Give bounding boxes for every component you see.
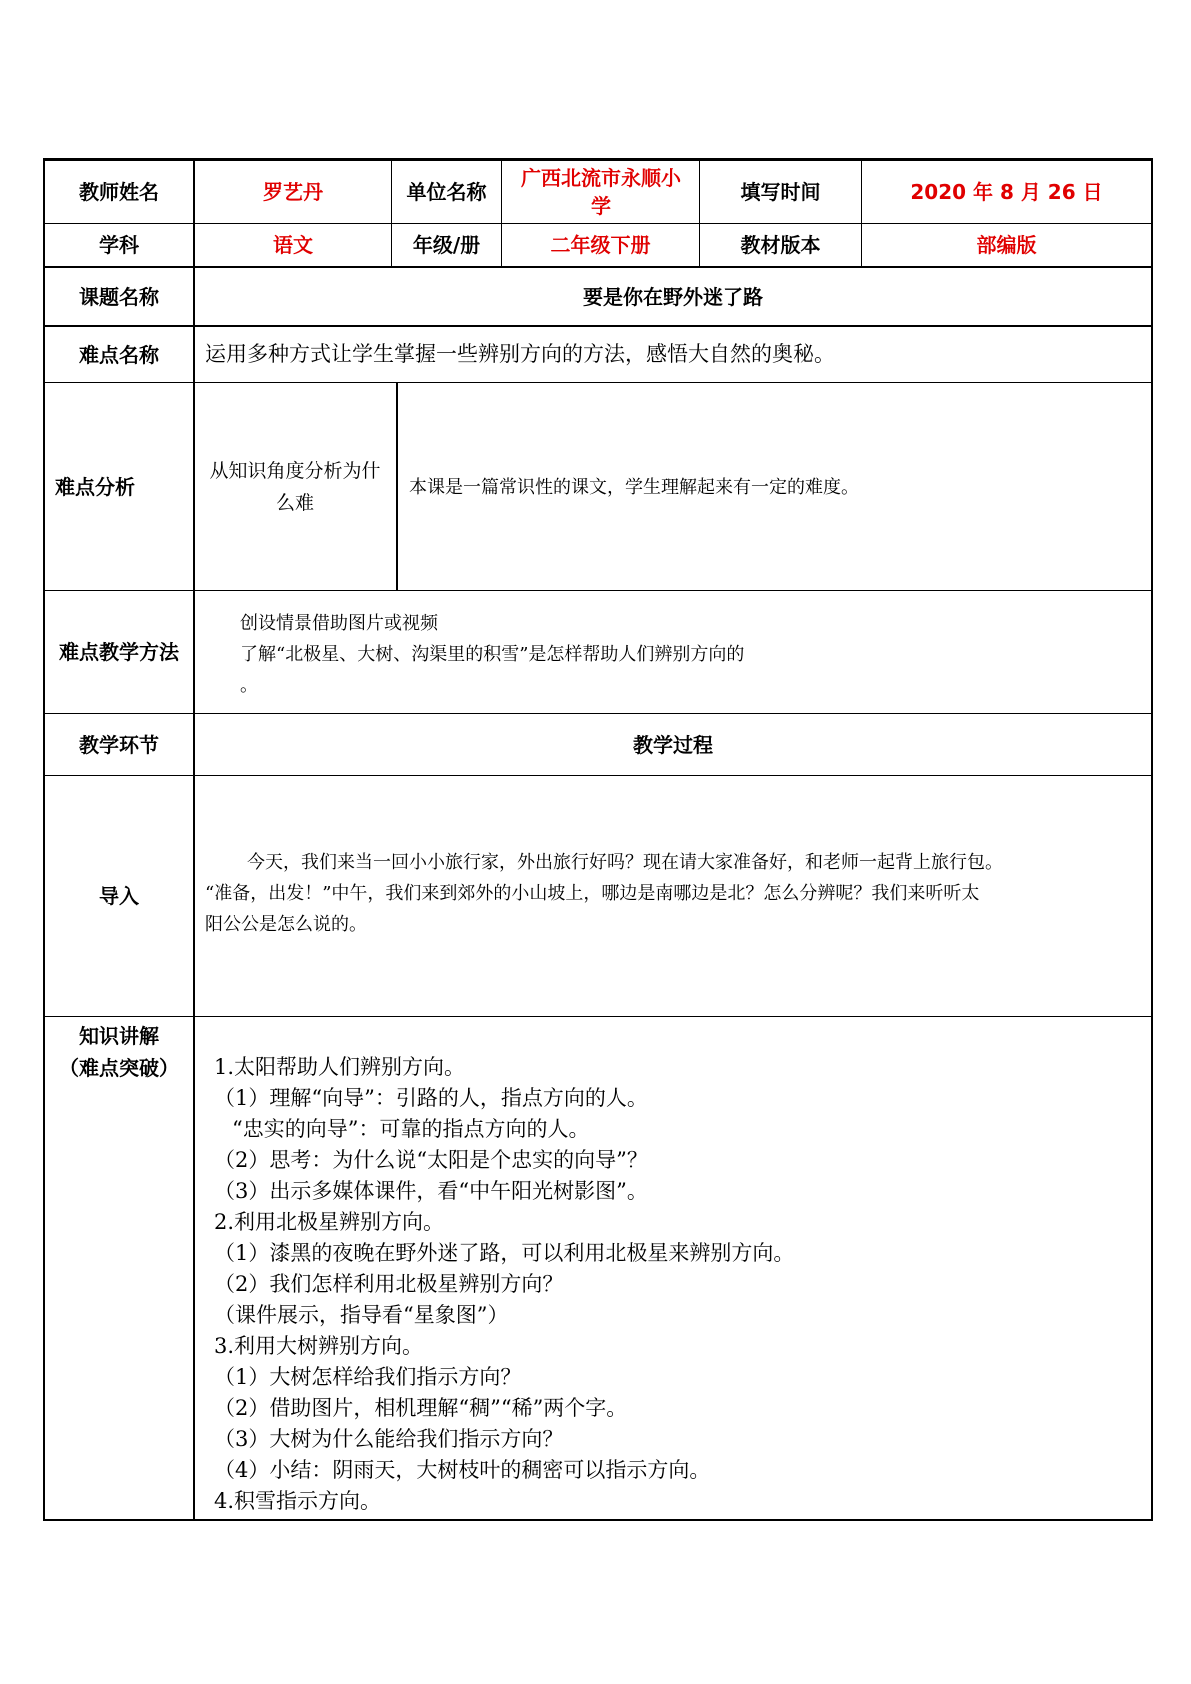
knowledge-label <box>45 1020 193 1084</box>
intro-line: 今天，我们来当一回小小旅行家，外出旅行好吗？现在请大家准备好，和老师一起背上旅行包。 <box>247 852 1003 873</box>
teacher-name-label: 教师姓名 <box>79 180 159 204</box>
knowledge-label-line: （难点突破） <box>59 1056 179 1080</box>
analysis-sub-label: 从知识角度分析为什么难 <box>209 460 381 514</box>
method-content <box>240 608 744 701</box>
row-divider <box>43 1016 1152 1017</box>
intro-line: “准备，出发！”中午，我们来到郊外的小山坡上，哪边是南哪边是北？怎么分辨呢？我们来听听太 <box>205 883 980 904</box>
difficulty-value: 运用多种方式让学生掌握一些辨别方向的方法，感悟大自然的奥秘。 <box>205 342 835 366</box>
knowledge-line: 3.利用大树辨别方向。 <box>214 1334 424 1358</box>
method-line: 了解“北极星、大树、沟渠里的积雪”是怎样帮助人们辨别方向的 <box>240 644 745 665</box>
subject-label: 学科 <box>99 233 139 257</box>
analysis-label: 难点分析 <box>55 474 135 499</box>
teaching-process-label: 教学过程 <box>633 732 713 757</box>
grade-value: 二年级下册 <box>550 233 651 257</box>
knowledge-line: （2）我们怎样利用北极星辨别方向？ <box>214 1272 564 1296</box>
teaching-stage-label: 教学环节 <box>79 732 159 757</box>
teacher-name-value: 罗艺丹 <box>263 180 323 204</box>
knowledge-line: （2）思考：为什么说“太阳是个忠实的向导”？ <box>214 1148 648 1172</box>
grade-label: 年级/册 <box>412 233 481 257</box>
knowledge-line: 4.积雪指示方向。 <box>214 1489 382 1513</box>
row-divider <box>43 325 1152 327</box>
lesson-title-value: 要是你在野外迷了路 <box>583 284 763 309</box>
intro-content <box>205 847 1003 940</box>
table-border-bottom <box>43 1519 1152 1521</box>
difficulty-label: 难点名称 <box>79 342 159 367</box>
lesson-title-label: 课题名称 <box>79 284 159 309</box>
subject-value: 语文 <box>273 233 313 257</box>
unit-name-label: 单位名称 <box>406 180 487 204</box>
knowledge-line: （1）漆黑的夜晚在野外迷了路，可以利用北极星来辨别方向。 <box>214 1241 795 1265</box>
knowledge-line: （2）借助图片，相机理解“稠”“稀”两个字。 <box>214 1396 628 1420</box>
knowledge-line: （1）理解“向导”：引路的人，指点方向的人。 <box>214 1086 648 1110</box>
intro-line: 阳公公是怎么说的。 <box>205 914 367 935</box>
row-divider <box>43 775 1152 776</box>
knowledge-line: （课件展示，指导看“星象图”） <box>214 1303 509 1327</box>
method-label: 难点教学方法 <box>59 640 179 664</box>
knowledge-line: 1.太阳帮助人们辨别方向。 <box>214 1055 466 1079</box>
knowledge-line: （3）大树为什么能给我们指示方向？ <box>214 1427 564 1451</box>
table-border-right <box>1151 158 1153 1521</box>
method-line: 创设情景借助图片或视频 <box>240 613 438 634</box>
fill-date-value: 2020 年 8 月 26 日 <box>910 180 1103 204</box>
fill-date-label: 填写时间 <box>740 180 821 204</box>
row-divider <box>43 590 1152 591</box>
edition-value: 部编版 <box>976 233 1037 257</box>
knowledge-line: （1）大树怎样给我们指示方向？ <box>214 1365 522 1389</box>
knowledge-label-line: 知识讲解 <box>79 1024 159 1048</box>
knowledge-line: “忠实的向导”：可靠的指点方向的人。 <box>232 1117 590 1141</box>
knowledge-line: （4）小结：阴雨天，大树枝叶的稠密可以指示方向。 <box>214 1458 711 1482</box>
analysis-value: 本课是一篇常识性的课文，学生理解起来有一定的难度。 <box>409 477 859 498</box>
knowledge-content <box>214 1052 794 1517</box>
knowledge-line: （3）出示多媒体课件，看“中午阳光树影图”。 <box>214 1179 648 1203</box>
intro-label: 导入 <box>99 884 139 908</box>
row-divider <box>43 382 1152 383</box>
analysis-col-divider <box>396 382 398 590</box>
method-line: 。 <box>240 675 258 696</box>
label-column-divider <box>193 158 195 1521</box>
knowledge-line: 2.利用北极星辨别方向。 <box>214 1210 445 1234</box>
edition-label: 教材版本 <box>740 233 821 257</box>
unit-name-value: 广西北流市永顺小学 <box>521 166 681 218</box>
